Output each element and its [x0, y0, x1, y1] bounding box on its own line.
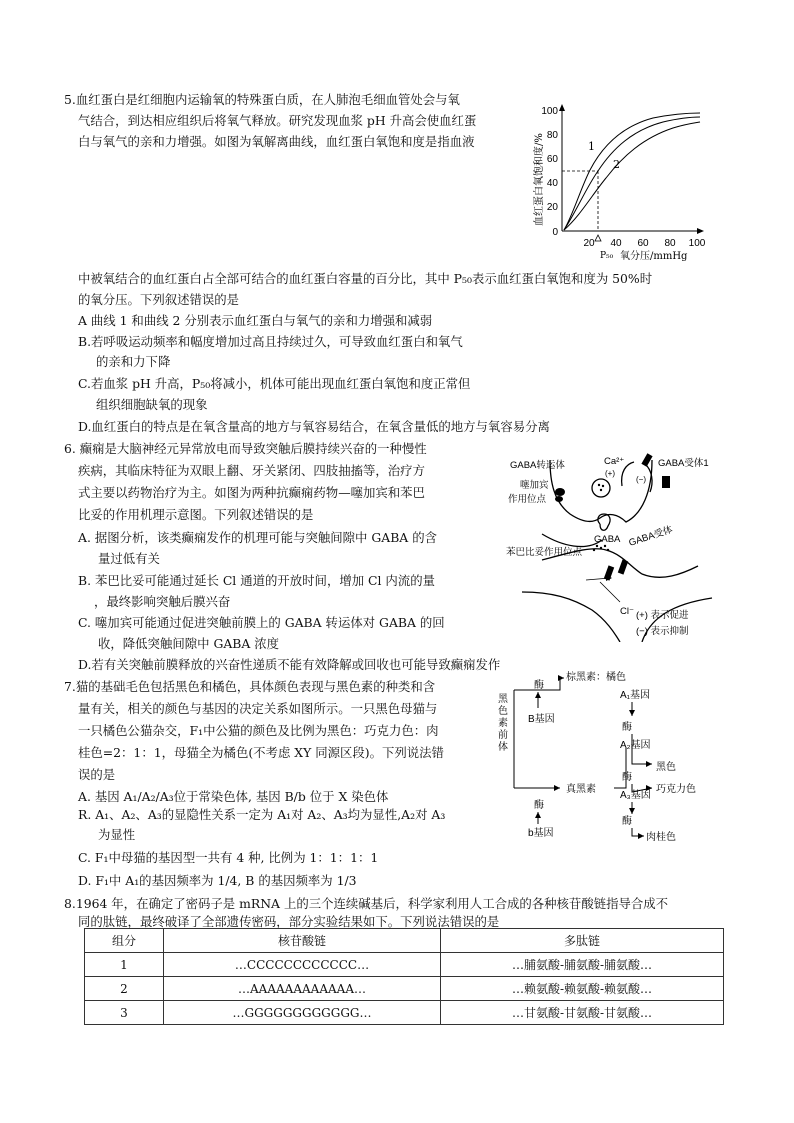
- phenobarbital-site-label: 苯巴比妥作用位点: [506, 547, 583, 558]
- x-tick: 20: [583, 238, 595, 249]
- gaba-transporter-label: GABA转运体: [510, 460, 565, 471]
- enzyme-label: 酶: [622, 816, 632, 827]
- a2-gene-label: A₂基因: [620, 740, 651, 751]
- q6-line2: 疾病，其临床特征为双眼上翻、牙关紧闭、四肢抽搐等，治疗方: [78, 463, 425, 478]
- q7-option-c: C. F₁中母猫的基因型一共有 4 种, 比例为 1：1：1：1: [78, 850, 379, 865]
- chocolate-label: 巧克力色: [656, 784, 696, 795]
- q7-line5: 误的是: [78, 767, 116, 782]
- enzyme-label: 酶: [622, 772, 632, 783]
- q6-line3: 式主要以药物治疗为主。如图为两种抗癫痫药物—噻加宾和苯巴: [78, 485, 425, 500]
- enzyme-label: 酶: [534, 680, 544, 691]
- column-header: 组分: [85, 929, 164, 953]
- q6-option-c: C. 噻加宾可能通过促进突触前膜上的 GABA 转运体对 GABA 的回: [78, 615, 445, 630]
- q5-option-b-cont: 的亲和力下降: [96, 354, 171, 369]
- y-tick: 100: [541, 106, 558, 117]
- q7-option-d: D. F₁中 A₁的基因频率为 1/4, B 的基因频率为 1/3: [78, 873, 357, 888]
- precursor-char: 前: [498, 730, 508, 741]
- small-b-gene-label: b基因: [528, 828, 554, 839]
- table-cell: …甘氨酸-甘氨酸-甘氨酸…: [441, 1001, 724, 1025]
- table-row: [85, 953, 724, 977]
- b-gene-label: B基因: [528, 714, 555, 725]
- chloride-label: Cl⁻: [620, 606, 634, 617]
- y-tick: 40: [546, 178, 558, 189]
- y-tick: 20: [546, 202, 558, 213]
- curve-middle: [564, 117, 700, 230]
- table-cell: 2: [85, 977, 164, 1001]
- y-axis-label: 血红蛋白氧饱和度/%: [534, 133, 545, 226]
- table-cell: 3: [85, 1001, 164, 1025]
- q6-option-b: B. 苯巴比妥可能通过延长 Cl 通道的开放时间，增加 Cl 内流的量: [78, 573, 435, 588]
- x-tick: 40: [610, 238, 622, 249]
- gaba-label: GABA: [594, 534, 621, 545]
- q5-option-c-cont: 组织细胞缺氧的现象: [96, 397, 208, 412]
- table-cell: …AAAAAAAAAAAA…: [164, 977, 441, 1001]
- x-axis-label: 氧分压/mmHg: [620, 251, 688, 262]
- promote-mark: (+): [605, 469, 615, 478]
- y-tick: 60: [546, 154, 558, 165]
- legend-promote: (+) 表示促进: [636, 610, 689, 621]
- curve-2-label: 2: [613, 158, 620, 171]
- inhibit-mark: (−): [636, 475, 646, 484]
- precursor-char: 色: [498, 706, 508, 717]
- enzyme-label: 酶: [622, 722, 632, 733]
- x-tick: 100: [688, 238, 706, 249]
- q6-line1: 6. 癫痫是大脑神经元异常放电而导致突触后膜持续兴奋的一种慢性: [64, 441, 427, 456]
- table-cell: …GGGGGGGGGGGG…: [164, 1001, 441, 1025]
- a1-gene-label: A₁基因: [620, 690, 651, 701]
- q5-option-d: D.血红蛋白的特点是在氧含量高的地方与氧容易结合，在氧含量低的地方与氧容易分离: [78, 419, 550, 434]
- a3-gene-label: A₃基因: [620, 790, 651, 801]
- q6-option-d: D.若有关突触前膜释放的兴奋性递质不能有效降解或回收也可能导致癫痫发作: [78, 657, 501, 672]
- curve-1-label: 1: [588, 140, 595, 153]
- table-cell: 1: [85, 953, 164, 977]
- y-tick: 80: [546, 130, 558, 141]
- curve-1: [564, 113, 700, 230]
- x-tick: 80: [664, 238, 676, 249]
- table-row: [85, 977, 724, 1001]
- column-header: 多肽链: [441, 929, 724, 953]
- table-cell: …赖氨酸-赖氨酸-赖氨酸…: [441, 977, 724, 1001]
- cinnamon-label: 肉桂色: [646, 832, 676, 843]
- q7-option-a: A. 基因 A₁/A₂/A₃位于常染色体, 基因 B/b 位于 X 染色体: [78, 789, 389, 804]
- q5-option-a: A 曲线 1 和曲线 2 分别表示血红蛋白与氧气的亲和力增强和减弱: [78, 313, 433, 328]
- q6-line4: 比妥的作用机理示意图。下列叙述错误的是: [78, 507, 314, 522]
- tiagabine-label: 噻加宾: [520, 480, 549, 491]
- gaba-receptor-label: GABA受体: [627, 524, 675, 549]
- q7-line4: 桂色=2：1：1，母猫全为橘色(不考虑 XY 同源区段)。下列说法错: [78, 745, 444, 760]
- q6-option-a-cont: 量过低有关: [98, 551, 160, 566]
- q5-line1: 5.血红蛋白是红细胞内运输氧的特殊蛋白质，在人肺泡毛细血管处会与氧: [64, 92, 460, 107]
- true-melanin-label: 真黑素: [566, 784, 596, 795]
- q7-line2: 量有关，相关的颜色与基因的决定关系如图所示。一只黑色母猫与: [78, 701, 438, 716]
- coat-color-pathway-diagram: [496, 668, 718, 848]
- precursor-char: 黑: [498, 694, 508, 705]
- q6-option-c-cont: 收，降低突触间隙中 GABA 浓度: [98, 636, 280, 651]
- table-row: [85, 1001, 724, 1025]
- calcium-label: Ca²⁺: [604, 456, 625, 467]
- gaba-receptor1-label: GABA受体1: [658, 458, 709, 469]
- q7-option-b-cont: 为显性: [98, 827, 136, 842]
- q5-option-b: B.若呼吸运动频率和幅度增加过高且持续过久，可导致血红蛋白和氧气: [78, 334, 463, 349]
- q5-line5: 的氧分压。下列叙述错误的是: [78, 292, 240, 307]
- q6-option-b-cont: ，最终影响突触后膜兴奋: [94, 594, 231, 609]
- q5-line3: 白与氧气的亲和力增强。如图为氧解离曲线，血红蛋白氧饱和度是指血液: [78, 134, 475, 149]
- p50-label: P₅₀: [600, 251, 614, 261]
- q5-line4: 中被氧结合的血红蛋白占全部可结合的血红蛋白容量的百分比，其中 P₅₀表示血红蛋白氧饱和度为 50%时: [78, 271, 653, 286]
- y-tick: 0: [552, 227, 558, 238]
- q8-line1: 8.1964 年，在确定了密码子是 mRNA 上的三个连续碱基后，科学家利用人工合成的各种核苷酸链指导合成不: [64, 896, 669, 911]
- legend-inhibit: (−) 表示抑制: [636, 626, 689, 637]
- column-header: 核苷酸链: [164, 929, 441, 953]
- table-cell: …脯氨酸-脯氨酸-脯氨酸…: [441, 953, 724, 977]
- table-cell: …CCCCCCCCCCCC…: [164, 953, 441, 977]
- precursor-char: 体: [498, 742, 508, 753]
- precursor-char: 素: [498, 718, 508, 729]
- q7-line3: 一只橘色公猫杂交，F₁中公猫的颜色及比例为黑色：巧克力色：肉: [78, 723, 439, 738]
- codon-experiment-table: [84, 928, 724, 1025]
- q5-option-c: C.若血浆 pH 升高，P₅₀将减小，机体可能出现血红蛋白氧饱和度正常但: [78, 376, 471, 391]
- enzyme-label: 酶: [534, 800, 544, 811]
- x-tick: 60: [637, 238, 649, 249]
- oxygen-dissociation-chart: [528, 100, 713, 262]
- brown-melanin-label: 棕黑素：橘色: [566, 672, 626, 683]
- q7-line1: 7.猫的基础毛色包括黑色和橘色，具体颜色表现与黑色素的种类和含: [64, 679, 436, 694]
- q7-option-b: R. A₁、A₂、A₃的显隐性关系一定为 A₁对 A₂、A₃均为显性,A₂对 A₃: [78, 807, 446, 822]
- table-header-row: [85, 929, 724, 953]
- curve-2: [564, 122, 700, 230]
- tiagabine-site-label: 作用位点: [508, 494, 547, 505]
- q5-line2: 气结合，到达相应组织后将氧气释放。研究发现血浆 pH 升高会使血红蛋: [78, 113, 477, 128]
- synapse-diagram: [502, 442, 716, 642]
- q8-line2: 同的肽链，最终破译了全部遗传密码，部分实验结果如下。下列说法错误的是: [78, 914, 500, 929]
- q6-option-a: A. 据图分析，该类癫痫发作的机理可能与突触间隙中 GABA 的含: [78, 530, 437, 545]
- black-label: 黑色: [656, 762, 676, 773]
